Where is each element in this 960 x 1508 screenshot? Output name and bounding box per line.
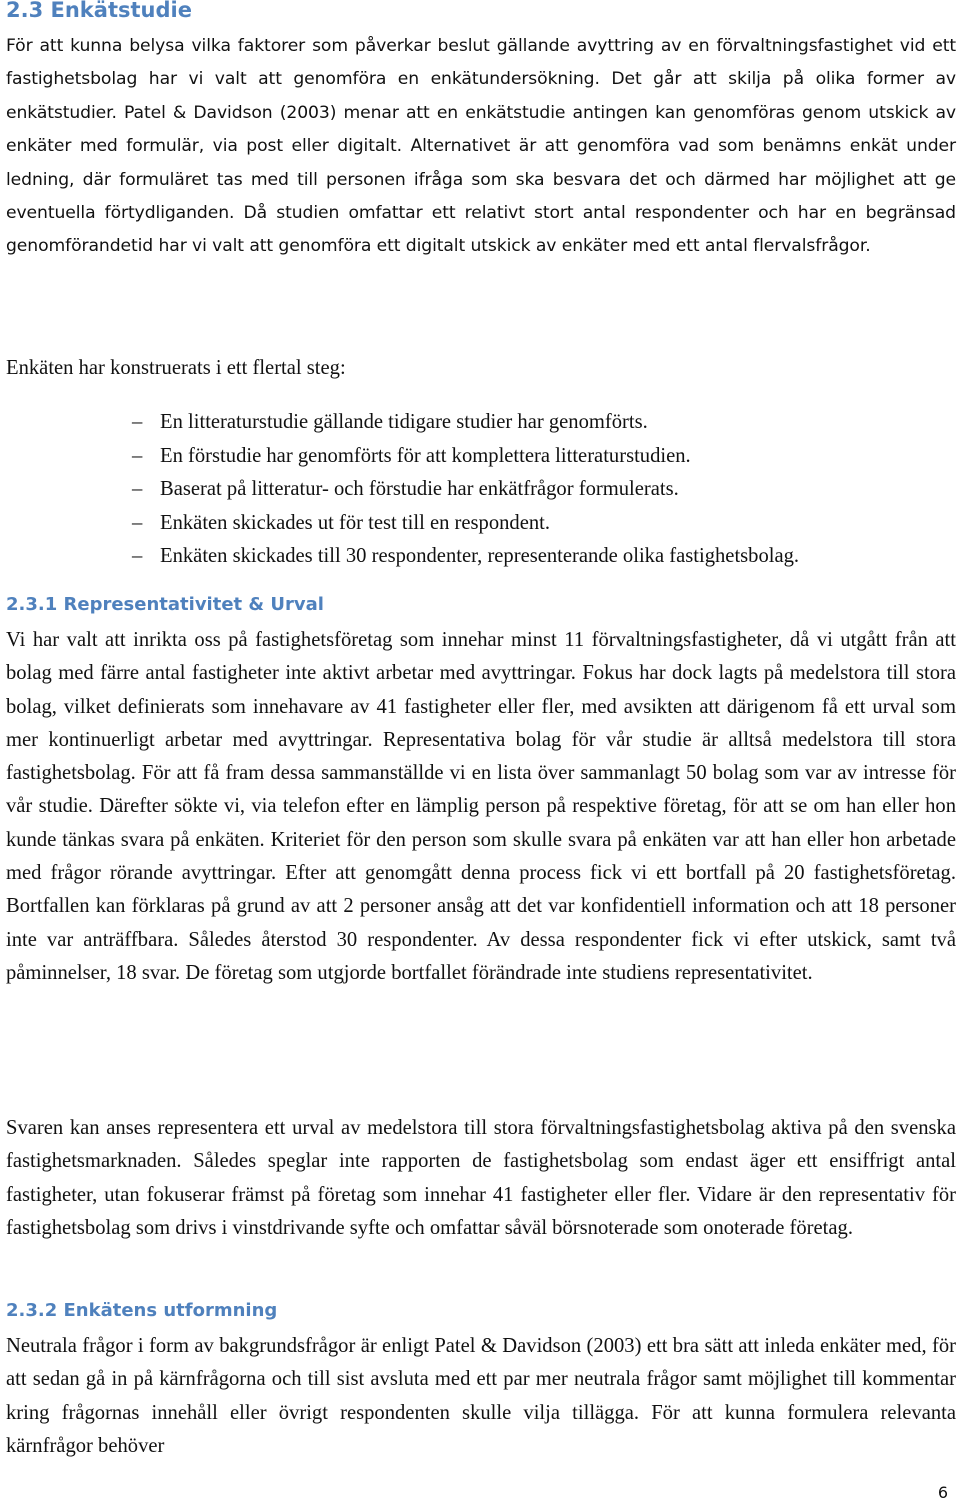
page-number: 6 <box>937 1483 948 1502</box>
list-item <box>132 507 799 541</box>
subsection-heading-utformning: 2.3.2 Enkätens utformning <box>6 1300 278 1321</box>
bullet-dash: – <box>132 511 143 534</box>
step-text: Enkäten skickades till 30 respondenter, representerande olika fastighetsbolag. <box>160 545 800 567</box>
steps-list <box>132 406 799 574</box>
bullet-dash: – <box>132 444 143 467</box>
step-text: En litteraturstudie gällande tidigare studier har genomförts. <box>160 411 648 433</box>
list-item <box>132 540 799 574</box>
step-text: Enkäten skickades ut för test till en respondent. <box>160 511 551 534</box>
subsection-heading-representativitet: 2.3.1 Representativitet & Urval <box>6 594 324 615</box>
bullet-dash: – <box>132 545 143 567</box>
section-heading: 2.3 Enkätstudie <box>6 0 192 22</box>
section-paragraph: För att kunna belysa vilka faktorer som påverkar beslut gällande avyttring av en förvaltningsfastighet vid ett fastighetsbolag har vi valt att genomföra en enkätundersökning. Det går att skilja på olika former av enkätstudier. Patel & Davidson (2003) menar att en enkätstudie antingen kan genomföras genom utskick av enkäter med formulär, via post eller digitalt. Alternativet är att genomföra vad som benämns enkät under ledning, där formuläret tas med till personen ifråga som ska besvara det och därmed har möjlighet att ge eventuella förtydliganden. Då studien omfattar ett relativt stort antal respondenter och har en begränsad genomförandetid har vi valt att genomföra ett digitalt utskick av enkäter med ett antal flervalsfrågor. <box>6 36 956 257</box>
steps-intro: Enkäten har konstruerats i ett flertal steg: <box>6 357 346 379</box>
list-item <box>132 440 799 474</box>
representativitet-paragraph-1: Vi har valt att inrikta oss på fastighetsföretag som innehar minst 11 förvaltningsfastigheter, då vi utgått från att bolag med färre antal fastigheter inte aktivt arbetar med avyttringar. Fokus har dock lagts på medelstora till stora bolag, vilket definierats som innehavare av 41 fastigheter eller fler, med avsikten att därigenom få ett urval som mer kontinuerligt arbetar med avyttringar. Representativa bolag för vår studie är alltså medelstora till stora fastighetsbolag. För att få fram dessa sammanställde vi en lista över sammanlagt 50 bolag som var av intresse för vår studie. Därefter sökte vi, via telefon efter en lämplig person på respektive företag, för att se om han eller hon kunde tänkas svara på enkäten. Kriteriet för den person som skulle svara på enkäten var att han eller hon arbetade med frågor rörande avyttringar. Efter att genomgått denna process fick vi ett bortfall på 20 fastighetsföretag. Bortfallen kan förklaras på grund av att 2 personer ansåg att det var konfidentiell information och att 18 personer inte var anträffbara. Således återstod 30 respondenter. Av dessa respondenter fick vi efter utskick, samt två påminnelser, 18 svar. De företag som utgjorde bortfallet förändrade inte studiens representativitet. <box>6 629 956 984</box>
representativitet-paragraph-2: Svaren kan anses representera ett urval av medelstora till stora förvaltningsfastighetsbolag aktiva på den svenska fastighetsmarknaden. Således speglar inte rapporten de fastighetsbolag som endast äger ett ensiffrigt antal fastigheter, utan fokuserar främst på företag som innehar 41 fastigheter eller fler. Vidare är den representativ för fastighetsbolag som drivs i vinstdrivande syfte och omfattar såväl börsnoterade som onoterade företag. <box>6 1117 956 1239</box>
bullet-dash: – <box>132 411 143 433</box>
step-text: En förstudie har genomförts för att komplettera litteraturstudien. <box>160 444 691 467</box>
list-item <box>132 473 799 507</box>
list-item <box>132 406 799 440</box>
utformning-paragraph: Neutrala frågor i form av bakgrundsfrågor är enligt Patel & Davidson (2003) ett bra sätt att inleda enkäter med, för att sedan gå in på kärnfrågorna och till sist avsluta med ett par mer neutrala frågor samt möjlighet till kommentar kring frågornas innehåll eller övrigt respondenten skulle vilja tillägga. För att kunna formulera relevanta kärnfrågor behöver <box>6 1335 956 1457</box>
step-text: Baserat på litteratur- och förstudie har enkätfrågor formulerats. <box>160 478 679 500</box>
bullet-dash: – <box>132 478 143 500</box>
